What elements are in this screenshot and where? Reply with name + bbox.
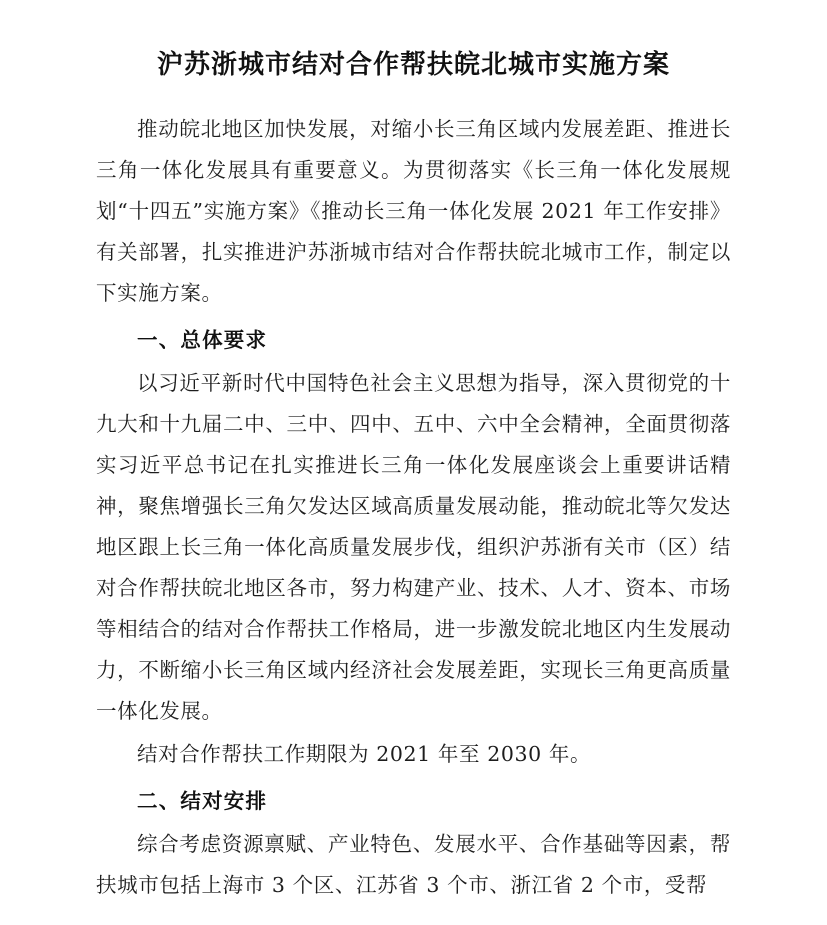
paragraph-general-requirements: 以习近平新时代中国特色社会主义思想为指导，深入贯彻党的十九大和十九届二中、三中、四中、五中、六中全会精神，全面贯彻落实习近平总书记在扎实推进长三角一体化发展座谈会上重要讲话精神，聚焦增强长三角欠发达区域高质量发展动能，推动皖北等欠发达地区跟上长三角一体化高质量发展步伐，组织沪苏浙有关市（区）结对合作帮扶皖北地区各市，努力构建产业、技术、人才、资本、市场等相结合的结对合作帮扶工作格局，进一步激发皖北地区内生发展动力，不断缩小长三角区域内经济社会发展差距，实现长三角更高质量一体化发展。: [96, 371, 731, 723]
paragraph-work-period: 结对合作帮扶工作期限为 2021 年至 2030 年。: [137, 742, 592, 766]
paragraph-pairing-arrangement: 综合考虑资源禀赋、产业特色、发展水平、合作基础等因素，帮扶城市包括上海市 3 个区、江苏省 3 个市、浙江省 2 个市，受帮: [96, 832, 731, 897]
section-heading-1: 一、总体要求: [137, 328, 268, 352]
page-title: 沪苏浙城市结对合作帮扶皖北城市实施方案: [156, 50, 670, 80]
document-body: [96, 109, 731, 906]
section-heading-2: 二、结对安排: [137, 789, 268, 813]
paragraph-intro: 推动皖北地区加快发展，对缩小长三角区域内发展差距、推进长三角一体化发展具有重要意义。为贯彻落实《长三角一体化发展规划“十四五”实施方案》《推动长三角一体化发展 2021 年工作安排》有关部署，扎实推进沪苏浙城市结对合作帮扶皖北城市工作，制定以下实施方案。: [96, 117, 731, 305]
